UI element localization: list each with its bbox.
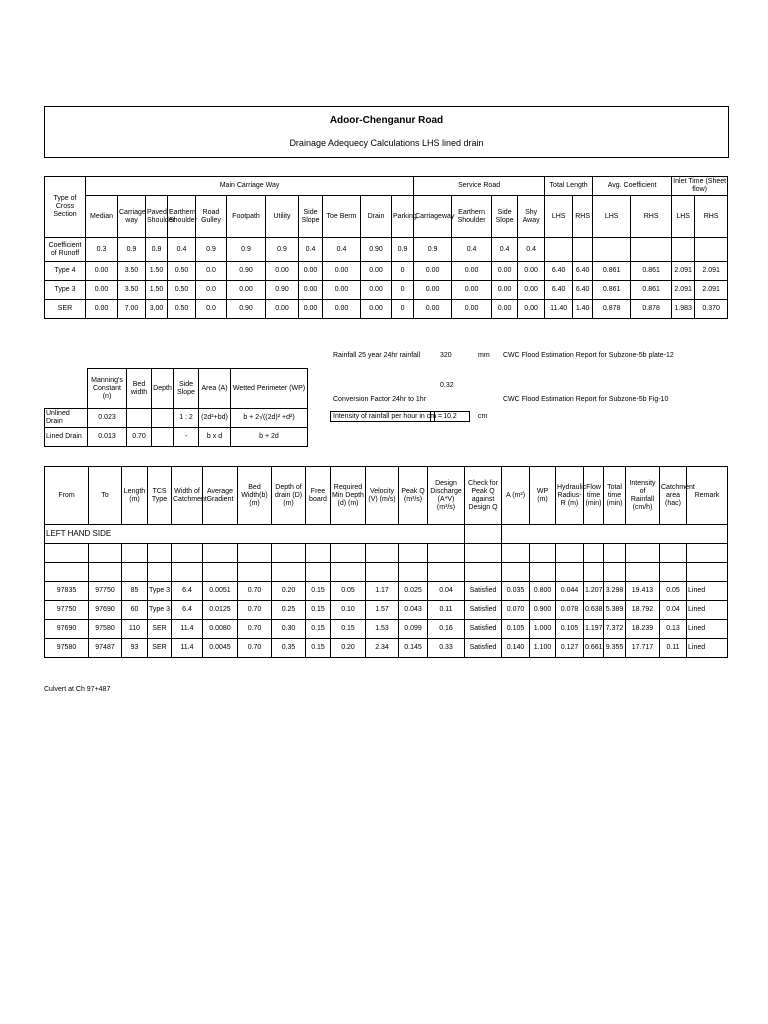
drain-row [45,582,728,601]
drain-cell: 0.0051 [203,582,238,601]
col-header: Paved Shoulder [146,196,168,238]
drain-header: Flow time (min) [584,467,604,525]
drain-cell: 0.20 [272,582,306,601]
drain-header: Average Gradient [203,467,238,525]
drain-cell: Satisfied [465,601,502,620]
drain-cell: 0.0080 [203,620,238,639]
drain-cell: Lined [687,582,728,601]
runoff-cell: 0 [392,300,414,319]
runoff-cell: 1.50 [146,281,168,300]
runoff-row [45,281,728,300]
manning-table [44,368,308,447]
drain-cell: 0.70 [238,582,272,601]
drain-cell: 0.70 [238,639,272,658]
runoff-cell [545,238,573,262]
runoff-cell: 0.00 [414,262,452,281]
col-header: Toe Berm [323,196,361,238]
blank-row [45,563,728,582]
inlet-time-header: Inlet Time (Sheet flow) [672,177,728,196]
manning-header: Area (A) [199,369,231,409]
runoff-cell [695,238,728,262]
col-header: Parking [392,196,414,238]
drain-cell: 3.298 [604,582,626,601]
drain-cell: 6.4 [172,582,203,601]
runoff-cell: 0.00 [361,262,392,281]
runoff-cell [573,238,593,262]
drain-cell: 0.15 [306,639,331,658]
wp-formula: b + 2√((2d)² +d²) [231,409,308,428]
manning-header: Manning's Constant (n) [88,369,127,409]
drain-cell: 97750 [89,582,122,601]
drain-header: Depth of drain (D) (m) [272,467,306,525]
drain-cell: 97750 [45,601,89,620]
runoff-cell: 0.878 [631,300,672,319]
drain-row [45,639,728,658]
depth [152,428,174,447]
runoff-cell: 0.90 [227,262,266,281]
rainfall-value: 320 [440,352,452,359]
runoff-cell: 0.4 [452,238,492,262]
drain-header: Hydraulic Radius- R (m) [556,467,584,525]
drain-header: Length (m) [122,467,148,525]
runoff-row [45,238,728,262]
drain-cell: Type 3 [148,582,172,601]
runoff-cell: 0.00 [299,281,323,300]
col-header: Carriage way [118,196,146,238]
runoff-cell: 2.091 [695,281,728,300]
runoff-cell: 0.9 [266,238,299,262]
manning-n: 0.023 [88,409,127,428]
drain-cell: 0.638 [584,601,604,620]
drain-header: TCS Type [148,467,172,525]
drain-cell: 1.57 [366,601,399,620]
drain-cell: Lined [687,639,728,658]
row-label: Type 3 [45,281,86,300]
col-header: Side Slope [492,196,518,238]
drain-cell: 0.04 [660,601,687,620]
runoff-cell: 1.983 [672,300,695,319]
drain-header: Bed Width(b) (m) [238,467,272,525]
runoff-cell: 7.00 [118,300,146,319]
drain-header: To [89,467,122,525]
drain-cell: Lined [687,620,728,639]
rainfall-reference: CWC Flood Estimation Report for Subzone-5b plate-12 [503,352,674,359]
title-box [44,106,729,158]
intensity-unit: cm [478,413,488,420]
row-label: Coefficient of Runoff [45,238,86,262]
unlined-drain-label: Unlined Drain [45,409,88,428]
drain-cell: 0.16 [428,620,465,639]
drain-cell: 85 [122,582,148,601]
runoff-cell: 0.00 [361,281,392,300]
runoff-cell: 0.00 [323,281,361,300]
drain-cell: 11.4 [172,639,203,658]
drain-cell: 18.239 [626,620,660,639]
drain-cell: 0.127 [556,639,584,658]
runoff-cell: 0.0 [196,281,227,300]
drain-cell: 0.25 [272,601,306,620]
drain-header: Check for Peak Q against Design Q [465,467,502,525]
drain-cell: Satisfied [465,620,502,639]
drain-cell: 0.0045 [203,639,238,658]
runoff-cell: 0.50 [168,281,196,300]
runoff-cell: 0.9 [118,238,146,262]
left-hand-side-label: LEFT HAND SIDE [45,525,465,544]
runoff-cell: 0.00 [414,281,452,300]
runoff-cell: 2.091 [695,262,728,281]
drain-cell: 0.140 [502,639,530,658]
drain-header: Peak Q (m³/s) [399,467,428,525]
drain-cell: Satisfied [465,639,502,658]
drain-cell: 0.11 [660,639,687,658]
runoff-cell: 3.00 [146,300,168,319]
runoff-cell: 0.370 [695,300,728,319]
drain-header: WP (m) [530,467,556,525]
runoff-cell: 0.00 [323,300,361,319]
col-header: RHS [631,196,672,238]
runoff-cell: 0.00 [452,300,492,319]
runoff-cell: 0.0 [196,262,227,281]
runoff-cell: 0.50 [168,262,196,281]
drain-cell: 97690 [45,620,89,639]
drain-cell: 0.10 [331,601,366,620]
runoff-cell: 0.00 [86,262,118,281]
drain-header: A (m²) [502,467,530,525]
drain-header: Velocity (V) (m/s) [366,467,399,525]
drain-cell: 0.661 [584,639,604,658]
runoff-cell: 6.40 [573,262,593,281]
drain-cell: Type 3 [148,601,172,620]
runoff-cell: 2.091 [672,262,695,281]
drain-header: Design Discharge (A*V) (m³/s) [428,467,465,525]
runoff-cell: 0.9 [392,238,414,262]
drain-header: Width of Catchment [172,467,203,525]
footnote: Culvert at Ch 97+487 [44,686,111,693]
runoff-cell: 1.50 [146,262,168,281]
col-header: RHS [573,196,593,238]
drain-cell: 0.078 [556,601,584,620]
runoff-cell: 0.00 [452,281,492,300]
drain-header: Remark [687,467,728,525]
runoff-cell: 0.00 [323,262,361,281]
runoff-cell: 0.00 [452,262,492,281]
bed-width [127,409,152,428]
drain-cell: 19.413 [626,582,660,601]
drain-cell: 0.70 [238,620,272,639]
runoff-cell [672,238,695,262]
drain-cell: 1.53 [366,620,399,639]
runoff-cell: 0.00 [86,300,118,319]
col-header: LHS [672,196,695,238]
runoff-row [45,262,728,281]
runoff-coefficient-table [44,176,728,319]
drain-cell: 18.792 [626,601,660,620]
depth [152,409,174,428]
drain-cell: 1.207 [584,582,604,601]
runoff-cell: 0 [392,262,414,281]
drain-cell: 0.70 [238,601,272,620]
drain-cell: 97835 [45,582,89,601]
drain-header: Total time (min) [604,467,626,525]
runoff-row [45,300,728,319]
avg-coefficient-header: Avg. Coefficient [593,177,672,196]
document-title: Adoor-Chenganur Road [329,115,444,126]
drain-cell: 97580 [45,639,89,658]
drain-cell: 6.4 [172,601,203,620]
col-header: Earthern Shoulder [452,196,492,238]
runoff-cell: 0.861 [631,281,672,300]
drain-cell: 0.11 [428,601,465,620]
runoff-cell: 3.50 [118,281,146,300]
service-road-header: Service Road [414,177,545,196]
drain-cell: 0.05 [660,582,687,601]
runoff-cell: 0.00 [492,262,518,281]
drain-cell: SER [148,639,172,658]
drain-cell: 0.800 [530,582,556,601]
row-label: SER [45,300,86,319]
runoff-cell: 0.9 [227,238,266,262]
col-header: RHS [695,196,728,238]
rainfall-unit: mm [478,352,490,359]
drain-cell: 0.099 [399,620,428,639]
runoff-cell: 0.00 [492,300,518,319]
drain-calculation-table [44,466,728,658]
drain-cell: 1.197 [584,620,604,639]
blank-row [45,544,728,563]
wp-formula: b + 2d [231,428,308,447]
col-header: Median [86,196,118,238]
drain-cell: 0.0125 [203,601,238,620]
col-header: Road Gulley [196,196,227,238]
conversion-reference: CWC Flood Estimation Report for Subzone-5b Fig-10 [503,396,669,403]
drain-cell: 7.372 [604,620,626,639]
drain-cell: 60 [122,601,148,620]
runoff-cell: 0.00 [492,281,518,300]
drain-cell: 0.043 [399,601,428,620]
drain-cell: 5.389 [604,601,626,620]
col-header: Utility [266,196,299,238]
runoff-cell: 0.00 [266,300,299,319]
drain-header: Intensity of Rainfall (cm/h) [626,467,660,525]
col-header: Side Slope [299,196,323,238]
drain-cell: 97487 [89,639,122,658]
drain-cell: 110 [122,620,148,639]
runoff-cell: 0.00 [299,262,323,281]
drain-cell: 0.15 [306,582,331,601]
runoff-cell: 0.90 [227,300,266,319]
runoff-cell: 2.091 [672,281,695,300]
drain-cell: 17.717 [626,639,660,658]
runoff-cell: 0.00 [299,300,323,319]
manning-header: Wetted Perimeter (WP) [231,369,308,409]
drain-cell: 97580 [89,620,122,639]
type-cross-section-header: Type of Cross Section [45,177,86,238]
drain-header: Required Min Depth (d) (m) [331,467,366,525]
row-label: Type 4 [45,262,86,281]
intensity-value: 10.2 [430,411,470,422]
main-carriage-way-header: Main Carriage Way [86,177,414,196]
area-formula: b x d [199,428,231,447]
col-header: LHS [593,196,631,238]
drain-cell: 0.04 [428,582,465,601]
runoff-cell: 0.00 [227,281,266,300]
drain-cell: 0.30 [272,620,306,639]
side-slope: 1 : 2 [174,409,199,428]
runoff-cell: 0.00 [518,281,545,300]
col-header: Earthern Shoulder [168,196,196,238]
runoff-cell: 0.4 [168,238,196,262]
drain-cell: 0.15 [331,620,366,639]
runoff-cell [631,238,672,262]
drain-cell: 0.15 [306,620,331,639]
drain-row [45,620,728,639]
drain-cell: 0.33 [428,639,465,658]
drain-row [45,601,728,620]
drain-cell: 0.35 [272,639,306,658]
drain-header: Free board [306,467,331,525]
runoff-cell: 6.40 [545,262,573,281]
drain-cell: 1.000 [530,620,556,639]
drain-cell: 11.4 [172,620,203,639]
runoff-cell: 0.3 [86,238,118,262]
runoff-cell: 3.50 [118,262,146,281]
intensity-label: Intensity of rainfall per hour in cm = [330,411,435,422]
runoff-cell: 6.40 [573,281,593,300]
drain-cell: 93 [122,639,148,658]
runoff-cell: 0.00 [518,262,545,281]
drain-cell: 1.100 [530,639,556,658]
runoff-cell: 0.861 [593,281,631,300]
runoff-cell: 0.90 [266,281,299,300]
drain-cell: SER [148,620,172,639]
drain-cell: Lined [687,601,728,620]
drain-header: Catchment area (hac) [660,467,687,525]
drain-cell: 0.105 [556,620,584,639]
document-subtitle: Drainage Adequecy Calculations LHS lined drain [289,138,484,148]
col-header: Drain [361,196,392,238]
runoff-cell: 0.00 [266,262,299,281]
drain-cell: 0.20 [331,639,366,658]
drain-cell: 0.035 [502,582,530,601]
side-slope: - [174,428,199,447]
manning-header: Side Slope [174,369,199,409]
runoff-cell: 0.4 [323,238,361,262]
rainfall-label: Rainfall 25 year 24hr rainfall [333,352,421,359]
runoff-cell: 0.90 [361,238,392,262]
runoff-cell: 0 [392,281,414,300]
runoff-cell: 1.40 [573,300,593,319]
drain-cell: 0.025 [399,582,428,601]
conversion-label: Conversion Factor 24hr to 1hr [333,396,426,403]
runoff-cell: 0.50 [168,300,196,319]
runoff-cell: 0.9 [196,238,227,262]
runoff-cell: 0.0 [196,300,227,319]
drain-cell: 0.900 [530,601,556,620]
drain-cell: Satisfied [465,582,502,601]
runoff-cell: 0.861 [593,262,631,281]
runoff-cell: 6.40 [545,281,573,300]
runoff-cell: 0.4 [299,238,323,262]
runoff-cell: 0.4 [518,238,545,262]
drain-cell: 0.145 [399,639,428,658]
manning-n: 0.013 [88,428,127,447]
col-header: Carriageway [414,196,452,238]
bed-width: 0.70 [127,428,152,447]
col-header: Shy Away [518,196,545,238]
drain-cell: 0.070 [502,601,530,620]
runoff-cell: 0.00 [414,300,452,319]
runoff-cell: 0.861 [631,262,672,281]
drain-cell: 0.044 [556,582,584,601]
runoff-cell: 0.9 [414,238,452,262]
runoff-cell: 0.878 [593,300,631,319]
drain-cell: 0.05 [331,582,366,601]
runoff-cell: 11.40 [545,300,573,319]
drain-cell: 2.34 [366,639,399,658]
drain-cell: 97690 [89,601,122,620]
runoff-cell: 0.00 [86,281,118,300]
runoff-cell [593,238,631,262]
manning-header: Bed width [127,369,152,409]
total-length-header: Total Length [545,177,593,196]
runoff-cell: 0.9 [146,238,168,262]
lined-drain-label: Lined Drain [45,428,88,447]
area-formula: (2d²+bd) [199,409,231,428]
manning-header: Depth [152,369,174,409]
drain-cell: 0.105 [502,620,530,639]
drain-cell: 0.15 [306,601,331,620]
drain-cell: 9.355 [604,639,626,658]
conversion-value: 0.32 [440,382,454,389]
runoff-cell: 0.00 [361,300,392,319]
runoff-cell: 0.00 [518,300,545,319]
drain-cell: 0.13 [660,620,687,639]
runoff-cell: 0.4 [492,238,518,262]
col-header: Footpath [227,196,266,238]
drain-header: From [45,467,89,525]
drain-cell: 1.17 [366,582,399,601]
col-header: LHS [545,196,573,238]
